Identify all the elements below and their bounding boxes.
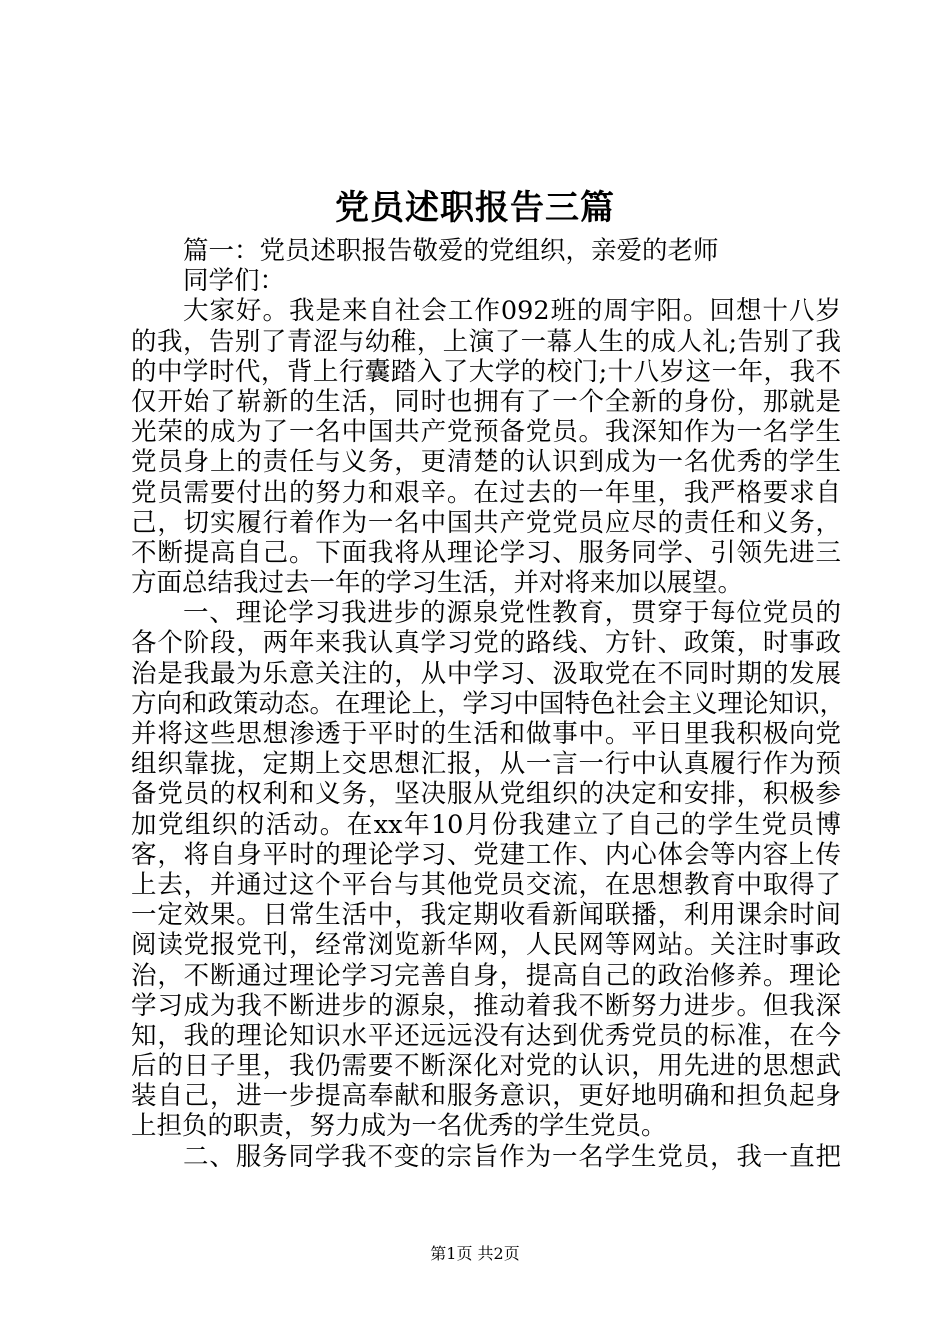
body-line: 的中学时代，背上行囊踏入了大学的校门;十八岁这一年，我不 bbox=[131, 356, 841, 387]
body-line: 备党员的权利和义务，坚决服从党组织的决定和安排，积极参 bbox=[131, 779, 841, 810]
body-line: 加党组织的活动。在xx年10月份我建立了自己的学生党员博 bbox=[131, 809, 841, 840]
body-line: 方面总结我过去一年的学习生活，并对将来加以展望。 bbox=[131, 568, 744, 599]
body-line: 治，不断通过理论学习完善自身，提高自己的政治修养。理论 bbox=[131, 960, 841, 991]
body-line: 仅开始了崭新的生活，同时也拥有了一个全新的身份，那就是 bbox=[131, 386, 841, 417]
body-line: 并将这些思想渗透于平时的生活和做事中。平日里我积极向党 bbox=[131, 719, 841, 749]
body-line: 光荣的成为了一名中国共产党预备党员。我深知作为一名学生 bbox=[131, 417, 841, 448]
body-line: 后的日子里，我仍需要不断深化对党的认识，用先进的思想武 bbox=[131, 1051, 841, 1082]
body-line: 治是我最为乐意关注的，从中学习、汲取党在不同时期的发展 bbox=[131, 658, 841, 689]
body-line: 方向和政策动态。在理论上，学习中国特色社会主义理论知识， bbox=[131, 688, 846, 719]
body-line: 党员需要付出的努力和艰辛。在过去的一年里，我严格要求自 bbox=[131, 477, 841, 508]
body-line: 组织靠拢，定期上交思想汇报，从一言一行中认真履行作为预 bbox=[131, 749, 841, 780]
body-line: 客，将自身平时的理论学习、党建工作、内心体会等内容上传 bbox=[131, 839, 841, 870]
body-line: 各个阶段，两年来我认真学习党的路线、方针、政策，时事政 bbox=[131, 628, 841, 659]
body-line: 上担负的职责，努力成为一名优秀的学生党员。 bbox=[131, 1111, 667, 1142]
body-line: 不断提高自己。下面我将从理论学习、服务同学、引领先进三 bbox=[131, 537, 841, 568]
body-line: 装自己，进一步提高奉献和服务意识，更好地明确和担负起身 bbox=[131, 1081, 841, 1112]
body-line: 学习成为我不断进步的源泉，推动着我不断努力进步。但我深 bbox=[131, 990, 841, 1021]
body-line: 一定效果。日常生活中，我定期收看新闻联播，利用课余时间 bbox=[131, 900, 841, 931]
body-line: 同学们： bbox=[183, 266, 286, 297]
document-title: 党员述职报告三篇 bbox=[335, 188, 615, 228]
body-line: 大家好。我是来自社会工作092班的周宇阳。回想十八岁 bbox=[183, 296, 841, 327]
page-footer: 第1页 共2页 bbox=[430, 1244, 520, 1263]
body-line: 上去，并通过这个平台与其他党员交流，在思想教育中取得了 bbox=[131, 869, 841, 900]
body-line: 篇一：党员述职报告敬爱的党组织，亲爱的老师 bbox=[183, 236, 719, 266]
body-line: 一、理论学习我进步的源泉党性教育，贯穿于每位党员的 bbox=[183, 598, 841, 629]
body-line: 己，切实履行着作为一名中国共产党党员应尽的责任和义务， bbox=[131, 507, 841, 538]
body-line: 二、服务同学我不变的宗旨作为一名学生党员，我一直把 bbox=[183, 1141, 841, 1172]
body-line: 知，我的理论知识水平还远远没有达到优秀党员的标准，在今 bbox=[131, 1020, 841, 1051]
document-body bbox=[131, 236, 846, 1172]
body-line: 的我，告别了青涩与幼稚，上演了一幕人生的成人礼;告别了我 bbox=[131, 326, 841, 357]
body-line: 党员身上的责任与义务，更清楚的认识到成为一名优秀的学生 bbox=[131, 447, 841, 478]
body-line: 阅读党报党刊，经常浏览新华网，人民网等网站。关注时事政 bbox=[131, 930, 841, 961]
